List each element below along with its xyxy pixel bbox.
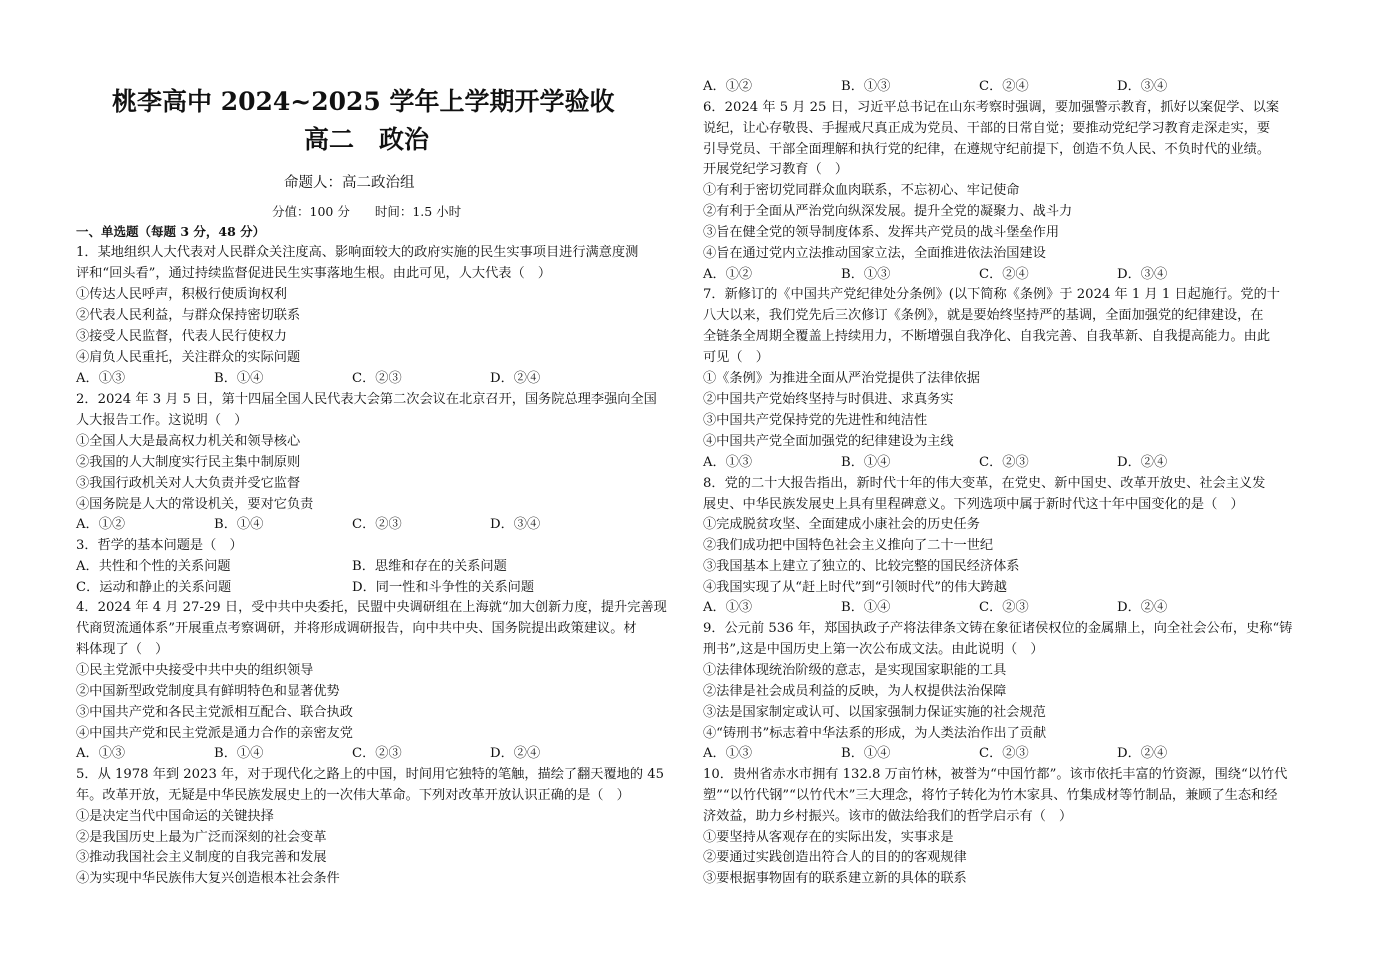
statement-item: ③我国行政机关对人大负责并受它监督 <box>76 476 301 491</box>
statement-item: ②我国的人大制度实行民主集中制原则 <box>76 455 301 470</box>
author-line: 命题人：高二政治组 <box>284 175 415 191</box>
question-stem: 10．贵州省赤水市拥有 132.8 万亩竹林，被誉为“中国竹都”。该市依托丰富的竹资源，围绕“以竹代 <box>703 767 1288 782</box>
option-b: B．①③ <box>841 79 891 94</box>
option-d: D．②④ <box>1117 600 1168 615</box>
statement-item: ③接受人民监督，代表人民行使权力 <box>76 329 287 344</box>
statement-item: ②有利于全面从严治党向纵深发展。提升全党的凝聚力、战斗力 <box>703 204 1073 219</box>
question-stem: 开展党纪学习教育（ ） <box>703 162 849 177</box>
option-c: C．②③ <box>979 455 1029 470</box>
question-stem: 塑”“以竹代钢”“以竹代木”三大理念，将竹子转化为竹木家具、竹集成材等竹制品，兼顾了生态和经 <box>703 788 1278 803</box>
answer-options <box>76 369 676 389</box>
answer-options <box>703 265 1303 285</box>
question-stem: 2．2024 年 3 月 5 日，第十四届全国人民代表大会第二次会议在北京召开，国务院总理李强向全国 <box>76 392 657 407</box>
statement-item: ③推动我国社会主义制度的自我完善和发展 <box>76 850 327 865</box>
statement-item: ②中国共产党始终坚持与时俱进、求真务实 <box>703 392 954 407</box>
statement-item: ④国务院是人大的常设机关，要对它负责 <box>76 497 314 512</box>
question-stem: 展史、中华民族发展史上具有里程碑意义。下列选项中属于新时代这十年中国变化的是（ ） <box>703 497 1244 512</box>
option-a: A．①② <box>703 79 753 94</box>
question-stem: 说纪，让心存敬畏、手握戒尺真正成为党员、干部的日常自觉；要推动党纪学习教育走深走实，要 <box>703 121 1271 136</box>
option-b: B．①④ <box>841 455 891 470</box>
statement-item: ②要通过实践创造出符合人的目的的客观规律 <box>703 850 967 865</box>
option-c: C．②③ <box>979 746 1029 761</box>
statement-item: ④我国实现了从“赶上时代”到“引领时代”的伟大跨越 <box>703 580 1007 595</box>
option-b: B．①④ <box>841 746 891 761</box>
question-stem: 8．党的二十大报告指出，新时代十年的伟大变革，在党史、新中国史、改革开放史、社会主义发 <box>703 476 1266 491</box>
statement-item: ②中国新型政党制度具有鲜明特色和显著优势 <box>76 684 340 699</box>
statement-item: ④中国共产党和民主党派是通力合作的亲密友党 <box>76 726 353 741</box>
question-stem: 可见（ ） <box>703 350 769 365</box>
question-stem: 3．哲学的基本问题是（ ） <box>76 538 243 553</box>
question-stem: 人大报告工作。这说明（ ） <box>76 413 248 428</box>
option-a: A．①③ <box>76 371 126 386</box>
option-a: A．①③ <box>703 600 753 615</box>
section-heading: 一、单选题（每题 3 分，48 分） <box>76 224 266 239</box>
statement-item: ①完成脱贫攻坚、全面建成小康社会的历史任务 <box>703 517 980 532</box>
question-stem: 5．从 1978 年到 2023 年，对于现代化之路上的中国，时间用它独特的笔触，描绘了翻天覆地的 45 <box>76 767 664 782</box>
option-c: C．②③ <box>352 371 402 386</box>
answer-options <box>703 453 1303 473</box>
option-d: D．②④ <box>490 371 541 386</box>
option-d: D．③④ <box>1117 267 1168 282</box>
question-stem: 9．公元前 536 年，郑国执政子产将法律条文铸在象征诸侯权位的金属鼎上，向全社会公布，史称“铸 <box>703 621 1293 636</box>
statement-item: ①全国人大是最高权力机关和领导核心 <box>76 434 301 449</box>
statement-item: ③旨在健全党的领导制度体系、发挥共产党员的战斗堡垒作用 <box>703 225 1060 240</box>
statement-item: ①是决定当代中国命运的关键抉择 <box>76 809 274 824</box>
option-d: D．②④ <box>1117 455 1168 470</box>
option-a: A．①③ <box>76 746 126 761</box>
answer-options <box>76 557 676 577</box>
question-stem: 济效益，助力乡村振兴。该市的做法给我们的哲学启示有（ ） <box>703 809 1073 824</box>
question-stem: 6．2024 年 5 月 25 日，习近平总书记在山东考察时强调，要加强警示教育，抓好以案促学、以案 <box>703 100 1280 115</box>
option-a: A．①② <box>703 267 753 282</box>
option-b: B．①④ <box>841 600 891 615</box>
statement-item: ①法律体现统治阶级的意志，是实现国家职能的工具 <box>703 663 1007 678</box>
statement-item: ④中国共产党全面加强党的纪律建设为主线 <box>703 434 954 449</box>
statement-item: ②法律是社会成员利益的反映，为人权提供法治保障 <box>703 684 1007 699</box>
option-a: A．①③ <box>703 746 753 761</box>
statement-item: ④“铸刑书”标志着中华法系的形成，为人类法治作出了贡献 <box>703 726 1047 741</box>
statement-item: ②代表人民利益，与群众保持密切联系 <box>76 308 301 323</box>
option-c: C．②④ <box>979 267 1029 282</box>
exam-title: 桃李高中 2024~2025 学年上学期开学验收 <box>112 87 615 116</box>
statement-item: ①《条例》为推进全面从严治党提供了法律依据 <box>703 371 980 386</box>
option-c: C．②③ <box>352 746 402 761</box>
option-c: C．②④ <box>979 79 1029 94</box>
option-d: D．②④ <box>1117 746 1168 761</box>
question-stem: 年。改革开放，无疑是中华民族发展史上的一次伟大革命。下列对改革开放认识正确的是（ ） <box>76 788 630 803</box>
option-c: C．运动和静止的关系问题 <box>76 580 232 595</box>
option-d: D．③④ <box>490 517 541 532</box>
option-b: B．①④ <box>214 746 264 761</box>
statement-item: ①民主党派中央接受中共中央的组织领导 <box>76 663 314 678</box>
question-stem: 八大以来，我们党先后三次修订《条例》，就是要始终坚持严的基调，全面加强党的纪律建设，在 <box>703 308 1264 323</box>
answer-options <box>76 515 676 535</box>
statement-item: ①有利于密切党同群众血肉联系，不忘初心、牢记使命 <box>703 183 1020 198</box>
option-d: D．同一性和斗争性的关系问题 <box>352 580 535 595</box>
option-a: A．①② <box>76 517 126 532</box>
option-a: A．①③ <box>703 455 753 470</box>
statement-item: ①要坚持从客观存在的实际出发，实事求是 <box>703 830 954 845</box>
option-a: A．共性和个性的关系问题 <box>76 559 231 574</box>
statement-item: ③中国共产党保持党的先进性和纯洁性 <box>703 413 928 428</box>
statement-item: ③法是国家制定或认可、以国家强制力保证实施的社会规范 <box>703 705 1046 720</box>
answer-options <box>76 578 676 598</box>
statement-item: ②我们成功把中国特色社会主义推向了二十一世纪 <box>703 538 994 553</box>
question-stem: 7．新修订的《中国共产党纪律处分条例》(以下简称《条例》于 2024 年 1 月 1 日起施行。党的十 <box>703 287 1280 302</box>
statement-item: ④肩负人民重托，关注群众的实际问题 <box>76 350 301 365</box>
question-stem: 料体现了（ ） <box>76 642 169 657</box>
statement-item: ③中国共产党和各民主党派相互配合、联合执政 <box>76 705 353 720</box>
option-b: B．思维和存在的关系问题 <box>352 559 507 574</box>
option-b: B．①④ <box>214 517 264 532</box>
question-stem: 评和“回头看”，通过持续监督促进民生实事落地生根。由此可见，人大代表（ ） <box>76 266 552 281</box>
option-d: D．③④ <box>1117 79 1168 94</box>
score-time-line: 分值：100 分 时间：1.5 小时 <box>272 204 462 219</box>
question-stem: 代商贸流通体系”开展重点考察调研，并将形成调研报告，向中共中央、国务院提出政策建议。材 <box>76 621 637 636</box>
answer-options <box>703 77 1303 97</box>
answer-options <box>703 744 1303 764</box>
option-d: D．②④ <box>490 746 541 761</box>
answer-options <box>76 744 676 764</box>
question-stem: 引导党员、干部全面理解和执行党的纪律，在遵规守纪前提下，创造不负人民、不负时代的业绩。 <box>703 142 1271 157</box>
question-stem: 刑书”,这是中国历史上第一次公布成文法。由此说明（ ） <box>703 642 1044 657</box>
option-b: B．①④ <box>214 371 264 386</box>
question-stem: 全链条全周期全覆盖上持续用力，不断增强自我净化、自我完善、自我革新、自我提高能力。由此 <box>703 329 1271 344</box>
statement-item: ④为实现中华民族伟大复兴创造根本社会条件 <box>76 871 340 886</box>
exam-subtitle: 高二 政治 <box>304 125 430 154</box>
option-c: C．②③ <box>352 517 402 532</box>
statement-item: ②是我国历史上最为广泛而深刻的社会变革 <box>76 830 327 845</box>
question-stem: 4．2024 年 4 月 27-29 日，受中共中央委托，民盟中央调研组在上海就“加大创新力度，提升完善现 <box>76 600 667 615</box>
question-stem: 1．某地组织人大代表对人民群众关注度高、影响面较大的政府实施的民生实事项目进行满意度测 <box>76 245 639 260</box>
option-c: C．②③ <box>979 600 1029 615</box>
statement-item: ①传达人民呼声，积极行使质询权利 <box>76 287 287 302</box>
statement-item: ③我国基本上建立了独立的、比较完整的国民经济体系 <box>703 559 1020 574</box>
answer-options <box>703 598 1303 618</box>
option-b: B．①③ <box>841 267 891 282</box>
statement-item: ④旨在通过党内立法推动国家立法，全面推进依法治国建设 <box>703 246 1046 261</box>
statement-item: ③要根据事物固有的联系建立新的具体的联系 <box>703 871 967 886</box>
